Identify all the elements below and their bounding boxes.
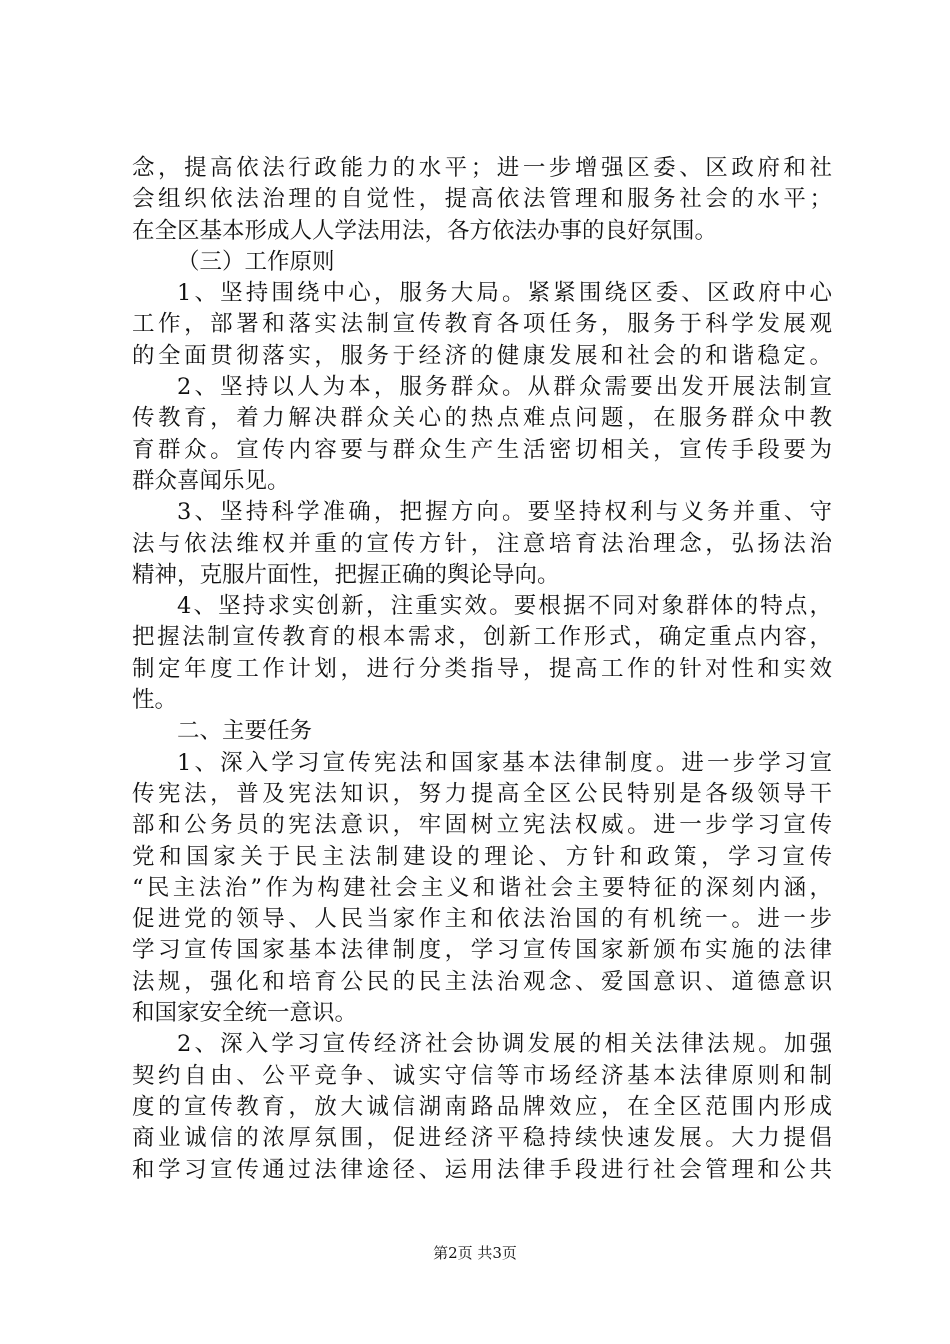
text-line: 商业诚信的浓厚氛围，促进经济平稳持续快速发展。大力提倡 [132, 1125, 832, 1152]
text-line: 的全面贯彻落实，服务于经济的健康发展和社会的和谐稳定。 [132, 342, 832, 369]
text-line: 把握法制宣传教育的根本需求，创新工作形式，确定重点内容， [132, 624, 832, 651]
text-line: 法规，强化和培育公民的民主法治观念、爱国意识、道德意识 [132, 968, 832, 995]
text-line: 法与依法维权并重的宣传方针，注意培育法治理念，弘扬法治 [132, 530, 832, 557]
text-line: 2、深入学习宣传经济社会协调发展的相关法律法规。加强 [177, 1031, 832, 1058]
text-line: 传宪法，普及宪法知识，努力提高全区公民特别是各级领导干 [132, 780, 832, 807]
text-line: 工作，部署和落实法制宣传教育各项任务，服务于科学发展观 [132, 311, 832, 338]
text-line: 传教育，着力解决群众关心的热点难点问题，在服务群众中教 [132, 405, 832, 432]
text-line: 制定年度工作计划，进行分类指导，提高工作的针对性和实效 [132, 655, 832, 682]
text-line: 2、坚持以人为本，服务群众。从群众需要出发开展法制宣 [177, 374, 832, 401]
text-line: 学习宣传国家基本法律制度，学习宣传国家新颁布实施的法律 [132, 937, 832, 964]
page-footer: 第2页 共3页 [433, 1244, 517, 1262]
text-line: “民主法治”作为构建社会主义和谐社会主要特征的深刻内涵， [132, 874, 832, 901]
text-line: 促进党的领导、人民当家作主和依法治国的有机统一。进一步 [132, 906, 832, 933]
text-line: 4、坚持求实创新，注重实效。要根据不同对象群体的特点， [177, 593, 832, 620]
text-line: 在全区基本形成人人学法用法，各方依法办事的良好氛围。 [132, 217, 718, 244]
text-line: 1、深入学习宣传宪法和国家基本法律制度。进一步学习宣 [177, 749, 832, 776]
text-line: 会组织依法治理的自觉性，提高依法管理和服务社会的水平； [132, 186, 832, 213]
text-line: （三）工作原则 [177, 248, 335, 275]
text-line: 群众喜闻乐见。 [132, 467, 290, 494]
text-line: 1、坚持围绕中心，服务大局。紧紧围绕区委、区政府中心 [177, 280, 832, 307]
document-body [132, 153, 832, 1186]
text-line: 二、主要任务 [177, 718, 313, 745]
text-line: 和国家安全统一意识。 [132, 1000, 358, 1027]
text-line: 部和公务员的宪法意识，牢固树立宪法权威。进一步学习宣传 [132, 812, 832, 839]
text-line: 和学习宣传通过法律途径、运用法律手段进行社会管理和公共 [132, 1156, 832, 1183]
text-line: 度的宣传教育，放大诚信湖南路品牌效应，在全区范围内形成 [132, 1093, 832, 1120]
text-line: 党和国家关于民主法制建设的理论、方针和政策，学习宣传 [132, 843, 832, 870]
text-line: 育群众。宣传内容要与群众生产生活密切相关，宣传手段要为 [132, 436, 832, 463]
text-line: 精神，克服片面性，把握正确的舆论导向。 [132, 561, 560, 588]
text-line: 性。 [132, 687, 178, 714]
text-line: 念，提高依法行政能力的水平；进一步增强区委、区政府和社 [132, 155, 832, 181]
text-line: 3、坚持科学准确，把握方向。要坚持权利与义务并重、守 [177, 499, 832, 526]
text-line: 契约自由、公平竞争、诚实守信等市场经济基本法律原则和制 [132, 1062, 832, 1089]
